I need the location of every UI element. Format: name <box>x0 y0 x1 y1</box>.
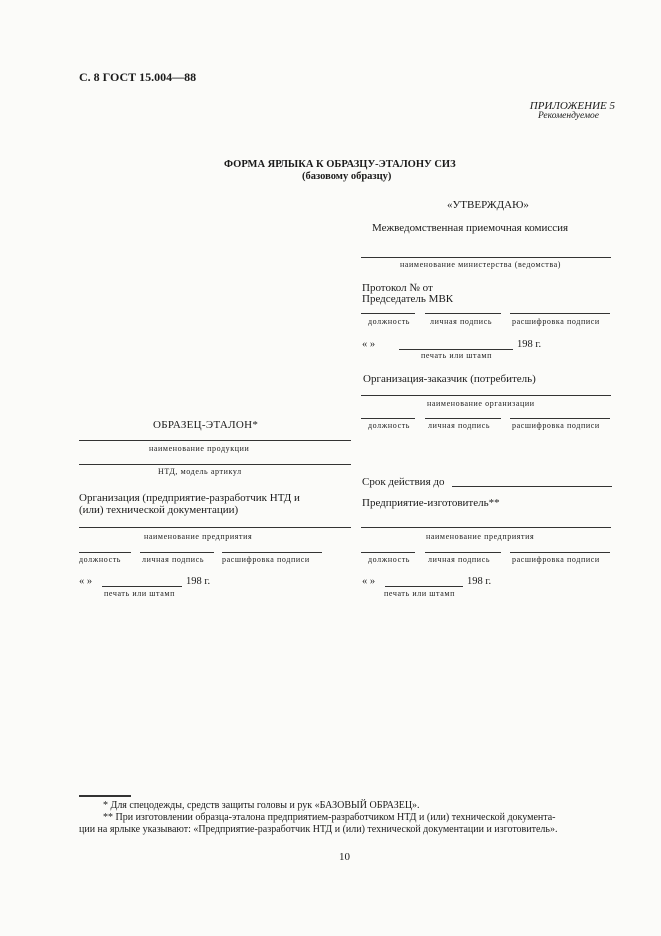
sample-decode-caption: расшифровка подписи <box>222 555 310 564</box>
form-subtitle: (базовому образцу) <box>302 171 392 182</box>
sample-decode-line <box>222 552 322 553</box>
approve-date-line <box>399 349 513 350</box>
manufacturer-stamp-caption: печать или штамп <box>384 589 455 598</box>
manufacturer-heading: Предприятие-изготовитель** <box>362 497 500 509</box>
manufacturer-signature-caption: личная подпись <box>428 555 491 564</box>
approve-signature-caption: личная подпись <box>430 317 493 326</box>
sample-date-quote: « » <box>79 576 93 587</box>
sample-enterprise-caption: наименование предприятия <box>144 532 253 541</box>
customer-decode-caption: расшифровка подписи <box>512 421 600 430</box>
approve-position-caption: должность <box>368 317 411 326</box>
approve-signature-line <box>425 313 501 314</box>
approve-position-line <box>361 313 415 314</box>
form-title: ФОРМА ЯРЛЫКА К ОБРАЗЦУ-ЭТАЛОНУ СИЗ <box>224 159 456 170</box>
customer-signature-caption: личная подпись <box>428 421 491 430</box>
page-header: С. 8 ГОСТ 15.004—88 <box>79 70 197 84</box>
manufacturer-position-line <box>361 552 415 553</box>
manufacturer-signature-line <box>425 552 501 553</box>
sample-org-line2: (или) технической документации) <box>79 504 239 516</box>
ntd-line <box>79 464 351 465</box>
sample-stamp-caption: печать или штамп <box>104 589 175 598</box>
footnote-1: * Для спецодежды, средств защиты головы и рук «БАЗОВЫЙ ОБРАЗЕЦ». <box>103 800 420 811</box>
customer-signature-line <box>425 418 501 419</box>
manufacturer-date-line <box>385 586 463 587</box>
footnote-2-line2: ции на ярлыке указывают: «Предприятие-разработчик НТД и (или) технической документации и изготовитель». <box>79 824 558 835</box>
customer-org-caption: наименование организации <box>427 399 535 408</box>
approve-decode-line <box>510 313 610 314</box>
sample-date-line <box>102 586 182 587</box>
sample-signature-line <box>140 552 214 553</box>
manufacturer-decode-line <box>510 552 610 553</box>
manufacturer-date-quote: « » <box>362 576 376 587</box>
customer-decode-line <box>510 418 610 419</box>
customer-position-line <box>361 418 415 419</box>
manufacturer-position-caption: должность <box>368 555 411 564</box>
sample-date-year: 198 г. <box>186 576 211 587</box>
ministry-line <box>361 257 611 258</box>
approve-date-quote: « » <box>362 339 376 350</box>
sample-org-line1: Организация (предприятие-разработчик НТД и <box>79 492 300 504</box>
approve-date-year: 198 г. <box>517 339 542 350</box>
product-line <box>79 440 351 441</box>
sample-heading: ОБРАЗЕЦ-ЭТАЛОН* <box>153 419 259 431</box>
sample-enterprise-line <box>79 527 351 528</box>
manufacturer-decode-caption: расшифровка подписи <box>512 555 600 564</box>
appendix-subtitle: Рекомендуемое <box>537 111 599 121</box>
validity-line <box>452 486 612 487</box>
manufacturer-enterprise-line <box>361 527 611 528</box>
chairman-label: Председатель МВК <box>362 293 454 305</box>
appendix-title: ПРИЛОЖЕНИЕ 5 <box>529 100 615 112</box>
customer-heading: Организация-заказчик (потребитель) <box>363 373 536 385</box>
manufacturer-date-year: 198 г. <box>467 576 492 587</box>
product-caption: наименование продукции <box>149 444 250 453</box>
commission-label: Межведомственная приемочная комиссия <box>372 222 569 234</box>
footnote-separator <box>79 795 131 797</box>
sample-signature-caption: личная подпись <box>142 555 205 564</box>
manufacturer-enterprise-caption: наименование предприятия <box>426 532 535 541</box>
footnote-2-line1: ** При изготовлении образца-эталона предприятием-разработчиком НТД и (или) технической документа- <box>103 812 556 823</box>
customer-org-line <box>361 395 611 396</box>
approve-stamp-caption: печать или штамп <box>421 351 492 360</box>
ntd-caption: НТД, модель артикул <box>158 467 242 476</box>
page-number: 10 <box>339 851 350 863</box>
approve-decode-caption: расшифровка подписи <box>512 317 600 326</box>
sample-position-line <box>79 552 131 553</box>
sample-position-caption: должность <box>79 555 122 564</box>
approve-heading: «УТВЕРЖДАЮ» <box>447 199 529 211</box>
ministry-caption: наименование министерства (ведомства) <box>400 260 562 269</box>
protocol-label: Протокол № от <box>362 282 433 294</box>
validity-label: Срок действия до <box>362 476 445 488</box>
customer-position-caption: должность <box>368 421 411 430</box>
